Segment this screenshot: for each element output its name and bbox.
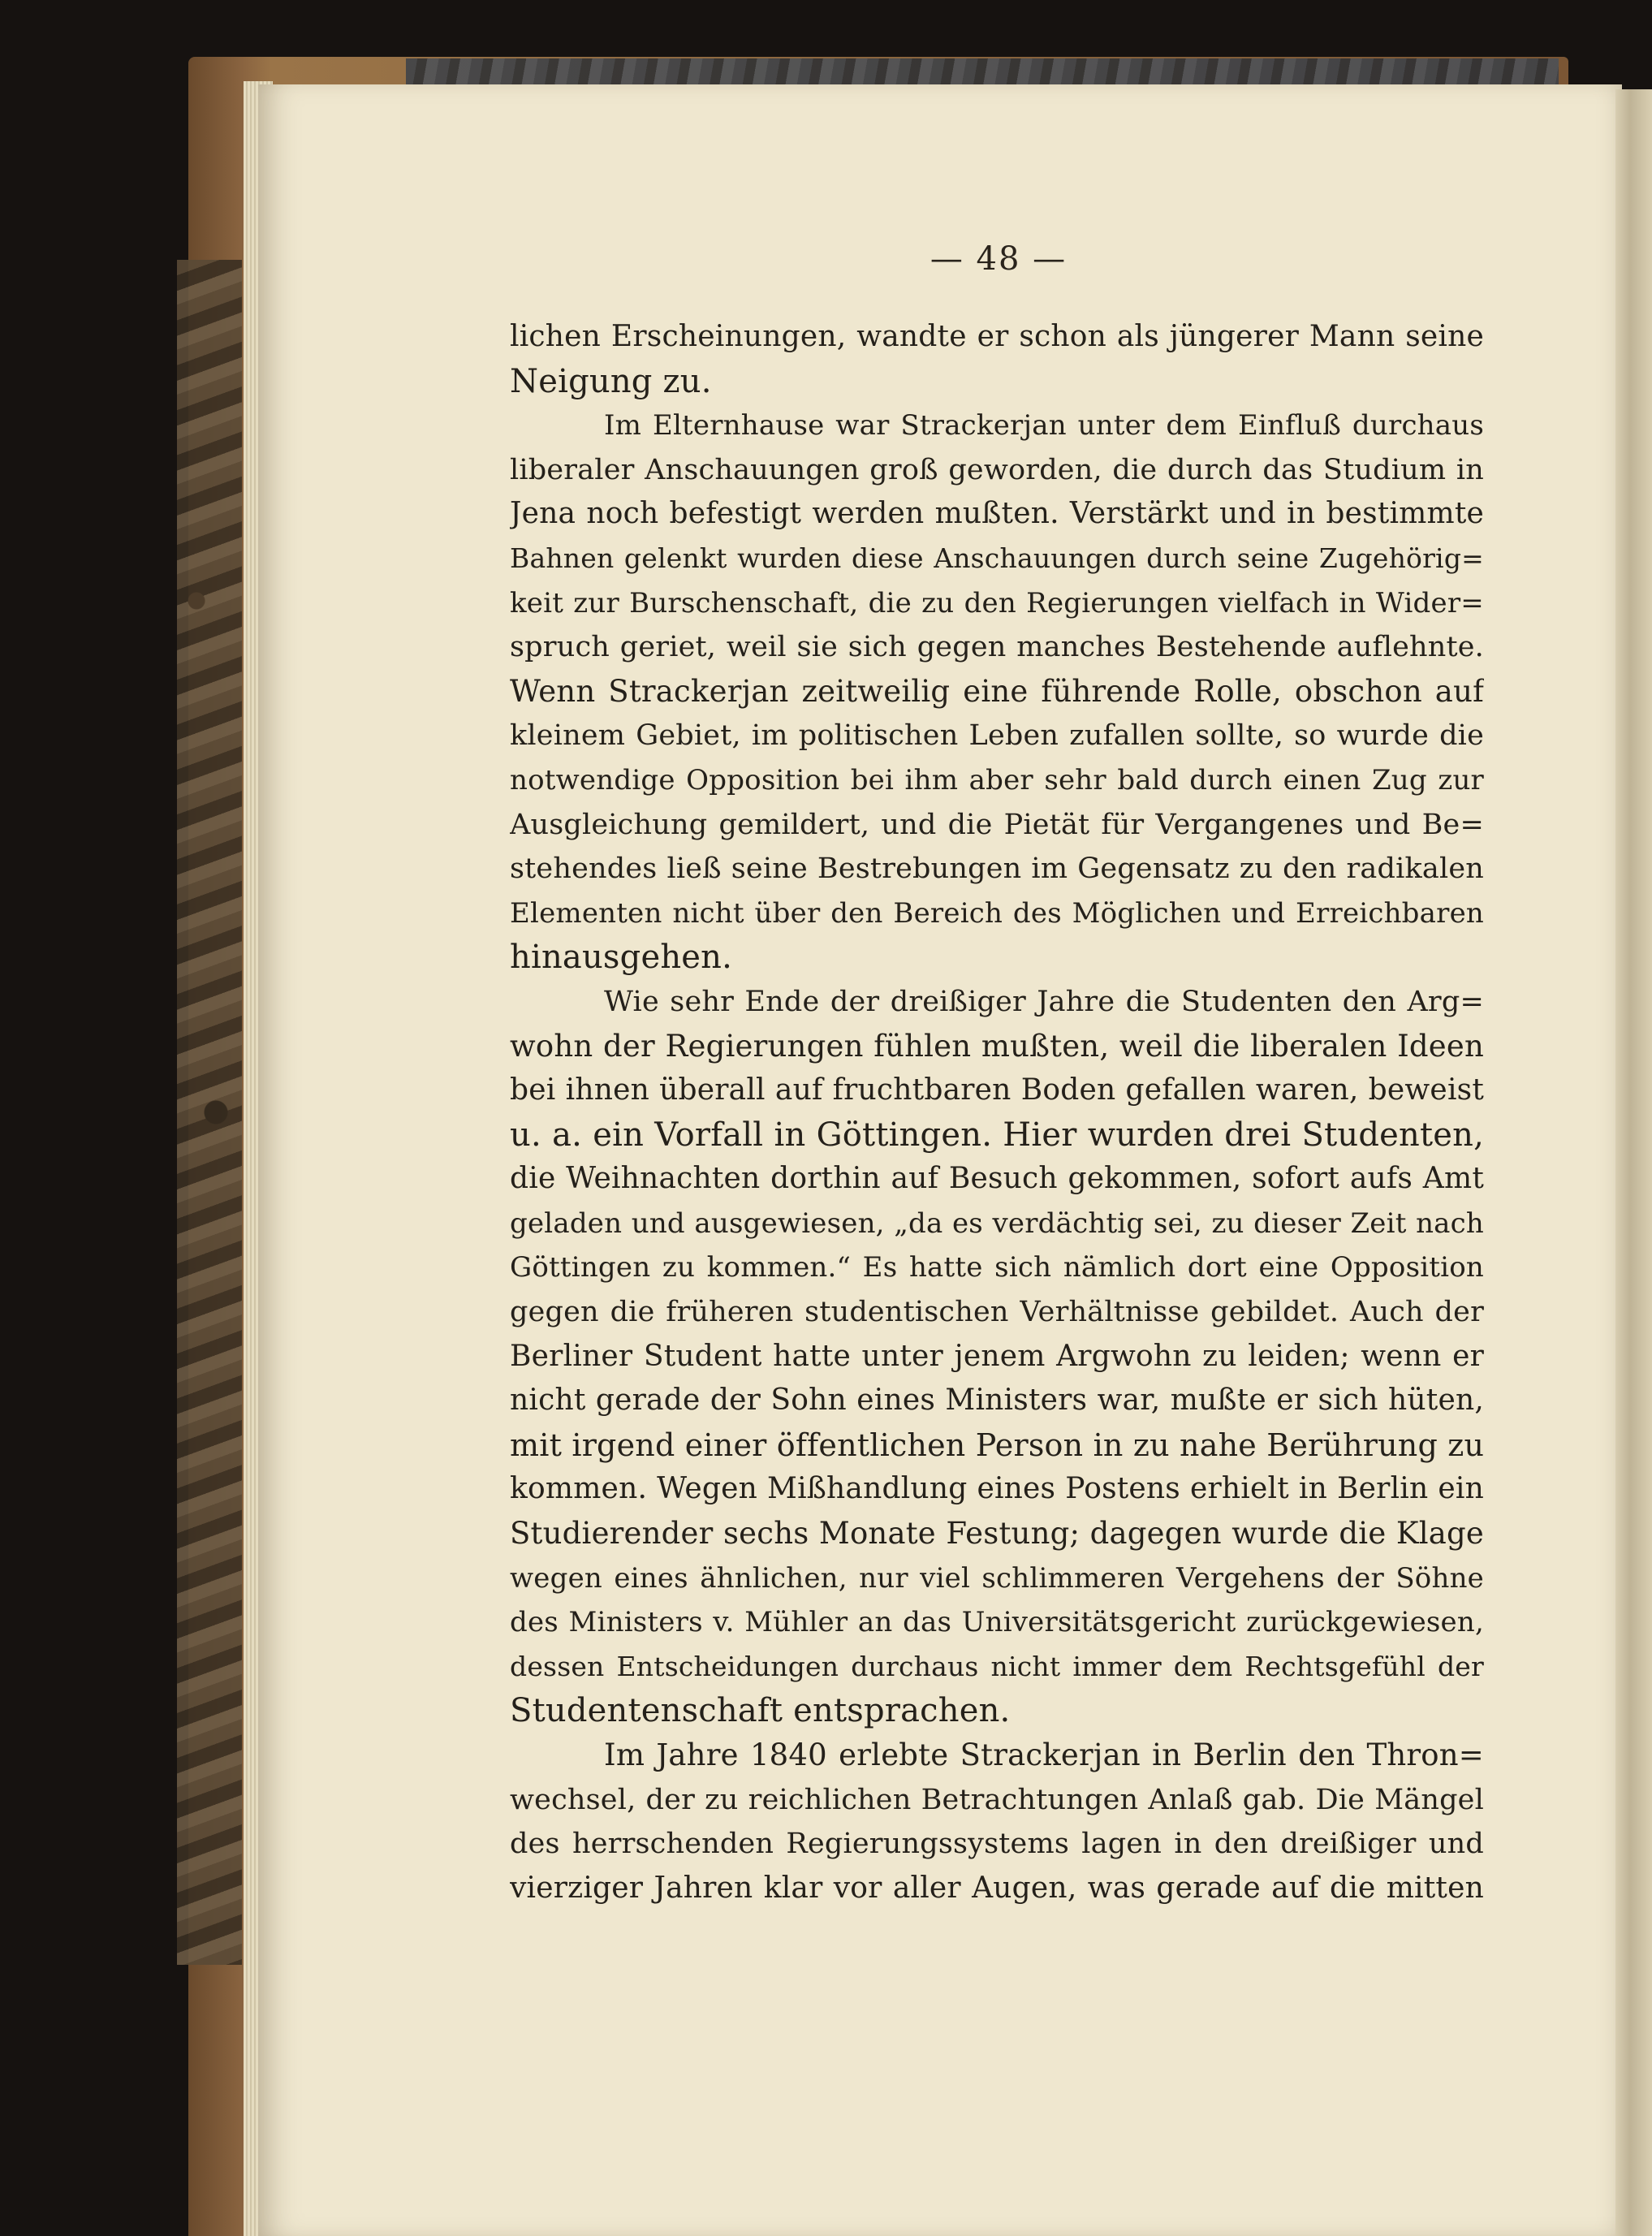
text-line: Im Elternhause war Strackerjan unter dem Einfluß durchaus	[604, 409, 1484, 442]
text-line: dessen Entscheidungen durchaus nicht immer dem Rechtsgefühl der	[510, 1650, 1484, 1682]
text-line: Wenn Strackerjan zeitweilig eine führende Rolle, obschon auf	[510, 673, 1484, 709]
facing-page-edge	[1615, 89, 1652, 2236]
text-line: kommen. Wegen Mißhandlung eines Postens erhielt in Berlin ein	[510, 1472, 1484, 1506]
text-line: nicht gerade der Sohn eines Ministers war, mußte er sich hüten,	[510, 1383, 1484, 1418]
text-line: stehendes ließ seine Bestrebungen im Gegensatz zu den radikalen	[510, 853, 1484, 886]
text-line: bei ihnen überall auf fruchtbaren Boden gefallen waren, beweist	[510, 1073, 1484, 1107]
text-line: Studentenschaft entsprachen.	[510, 1692, 1011, 1730]
text-line: kleinem Gebiet, im politischen Leben zufallen sollte, so wurde die	[510, 719, 1484, 753]
text-line: Neigung zu.	[510, 362, 712, 400]
text-line: Im Jahre 1840 erlebte Strackerjan in Berlin den Thron=	[604, 1737, 1484, 1772]
text-line: Wie sehr Ende der dreißiger Jahre die Studenten den Arg=	[604, 985, 1484, 1018]
text-line: Göttingen zu kommen.“ Es hatte sich nämlich dort eine Opposition	[510, 1251, 1484, 1284]
text-line: keit zur Burschenschaft, die zu den Regierungen vielfach in Wider=	[510, 586, 1484, 619]
text-line: mit irgend einer öffentlichen Person in zu nahe Berührung zu	[510, 1427, 1484, 1463]
text-line: gegen die früheren studentischen Verhältnisse gebildet. Auch der	[510, 1296, 1484, 1329]
text-line: lichen Erscheinungen, wandte er schon als jüngerer Mann seine	[510, 320, 1484, 353]
text-line: notwendige Opposition bei ihm aber sehr bald durch einen Zug zur	[510, 763, 1484, 796]
text-line: wegen eines ähnlichen, nur viel schlimmeren Vergehens der Söhne	[510, 1561, 1484, 1595]
text-line: des Ministers v. Mühler an das Universitätsgericht zurückgewiesen,	[510, 1606, 1484, 1639]
text-line: geladen und ausgewiesen, „da es verdächtig sei, zu dieser Zeit nach	[510, 1206, 1484, 1240]
marbled-endpaper	[177, 260, 242, 1965]
text-line: liberaler Anschauungen groß geworden, die durch das Studium in	[510, 453, 1484, 486]
text-line: Bahnen gelenkt wurden diese Anschauungen durch seine Zugehörig=	[510, 542, 1484, 574]
text-line: des herrschenden Regierungssystems lagen in den dreißiger und	[510, 1828, 1484, 1861]
text-line: vierziger Jahren klar vor aller Augen, was gerade auf die mitten	[510, 1871, 1484, 1905]
text-line: wohn der Regierungen fühlen mußten, weil die liberalen Ideen	[510, 1028, 1484, 1064]
text-line: Jena noch befestigt werden mußten. Verstärkt und in bestimmte	[510, 497, 1484, 531]
text-line: Ausgleichung gemildert, und die Pietät für Vergangenes und Be=	[510, 808, 1484, 841]
text-line: hinausgehen.	[510, 939, 733, 977]
text-line: Elementen nicht über den Bereich des Möglichen und Erreichbaren	[510, 896, 1484, 930]
page-number: — 48 —	[930, 240, 1068, 278]
text-line: u. a. ein Vorfall in Göttingen. Hier wurden drei Studenten,	[510, 1116, 1484, 1154]
body-text	[510, 315, 1484, 1910]
text-line: Studierender sechs Monate Festung; dagegen wurde die Klage	[510, 1516, 1484, 1552]
text-line: wechsel, der zu reichlichen Betrachtungen Anlaß gab. Die Mängel	[510, 1783, 1484, 1816]
text-line: Berliner Student hatte unter jenem Argwohn zu leiden; wenn er	[510, 1339, 1484, 1373]
text-line: spruch geriet, weil sie sich gegen manches Bestehende auflehnte.	[510, 631, 1484, 664]
text-line: die Weihnachten dorthin auf Besuch gekommen, sofort aufs Amt	[510, 1162, 1484, 1196]
